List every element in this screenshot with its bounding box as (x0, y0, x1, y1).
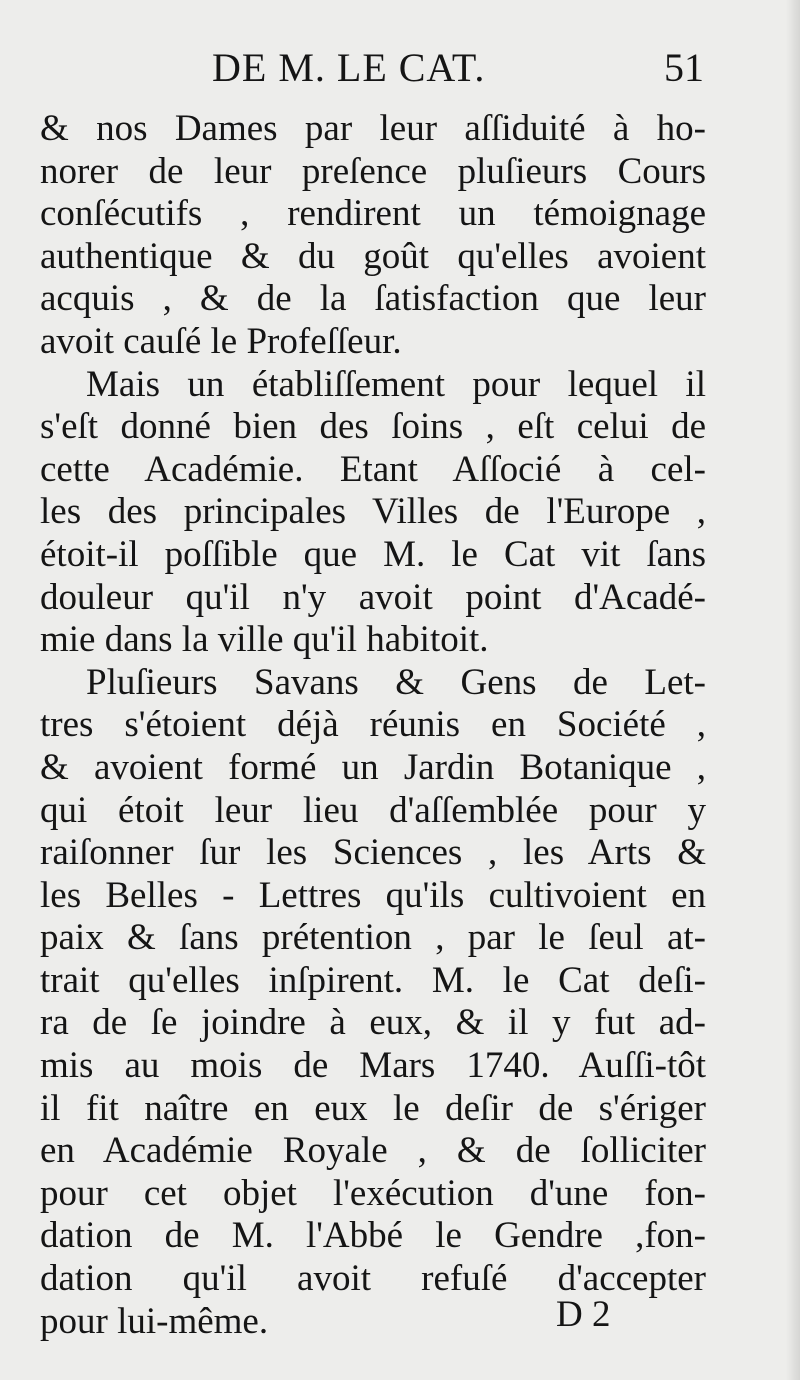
text-line: & nos Dames par leur aſſiduité à ho- (40, 108, 706, 149)
page-edge-shadow (786, 0, 800, 1380)
body-text (40, 108, 706, 1343)
text-line: trait qu'elles inſpirent. M. le Cat deſi- (40, 959, 706, 1001)
text-line: paix & ſans prétention , par le ſeul at- (40, 917, 706, 959)
page-header (0, 44, 800, 104)
text-line: Mais un établiſſement pour lequel il (86, 363, 706, 405)
text-line: raiſonner ſur les Sciences , les Arts & (40, 832, 706, 874)
text-line: conſécutifs , rendirent un témoignage (40, 193, 706, 235)
text-line: dation qu'il avoit refuſé d'accepter (40, 1258, 706, 1300)
text-line: authentique & du goût qu'elles avoient (40, 235, 706, 277)
text-line: mie dans la ville qu'il habitoit. (40, 619, 489, 661)
text-line: avoit cauſé le Profeſſeur. (40, 320, 402, 362)
text-line: ra de ſe joindre à eux, & il y fut ad- (40, 1002, 706, 1044)
text-line: & avoient formé un Jardin Botanique , (40, 746, 706, 788)
text-line: mis au mois de Mars 1740. Auſſi-tôt (40, 1045, 706, 1087)
signature-mark: D 2 (556, 1294, 611, 1335)
text-line: tres s'étoient déjà réunis en Société , (40, 704, 706, 746)
text-line: étoit-il poſſible que M. le Cat vit ſans (40, 533, 706, 575)
text-line: cette Académie. Etant Aſſocié à cel- (40, 448, 706, 490)
text-line: il fit naître en eux le deſir de s'ériger (40, 1087, 706, 1129)
running-head: DE M. LE CAT. (212, 45, 486, 90)
page-number: 51 (664, 45, 704, 90)
text-line: en Académie Royale , & de ſolliciter (40, 1130, 706, 1172)
text-line: s'eſt donné bien des ſoins , eſt celui de (40, 406, 706, 448)
text-line: acquis , & de la ſatisfaction que leur (40, 278, 706, 320)
text-line: les Belles - Lettres qu'ils cultivoient en (40, 874, 706, 916)
text-line: Pluſieurs Savans & Gens de Let- (86, 661, 706, 703)
text-line: qui étoit leur lieu d'aſſemblée pour y (40, 789, 706, 831)
text-line: pour lui-même. (40, 1300, 269, 1342)
text-line: douleur qu'il n'y avoit point d'Acadé- (40, 576, 706, 618)
text-line: norer de leur preſence pluſieurs Cours (40, 150, 706, 192)
text-line: les des principales Villes de l'Europe , (40, 491, 706, 533)
text-line: pour cet objet l'exécution d'une fon- (40, 1172, 706, 1214)
text-line: dation de M. l'Abbé le Gendre ,fon- (40, 1215, 706, 1257)
